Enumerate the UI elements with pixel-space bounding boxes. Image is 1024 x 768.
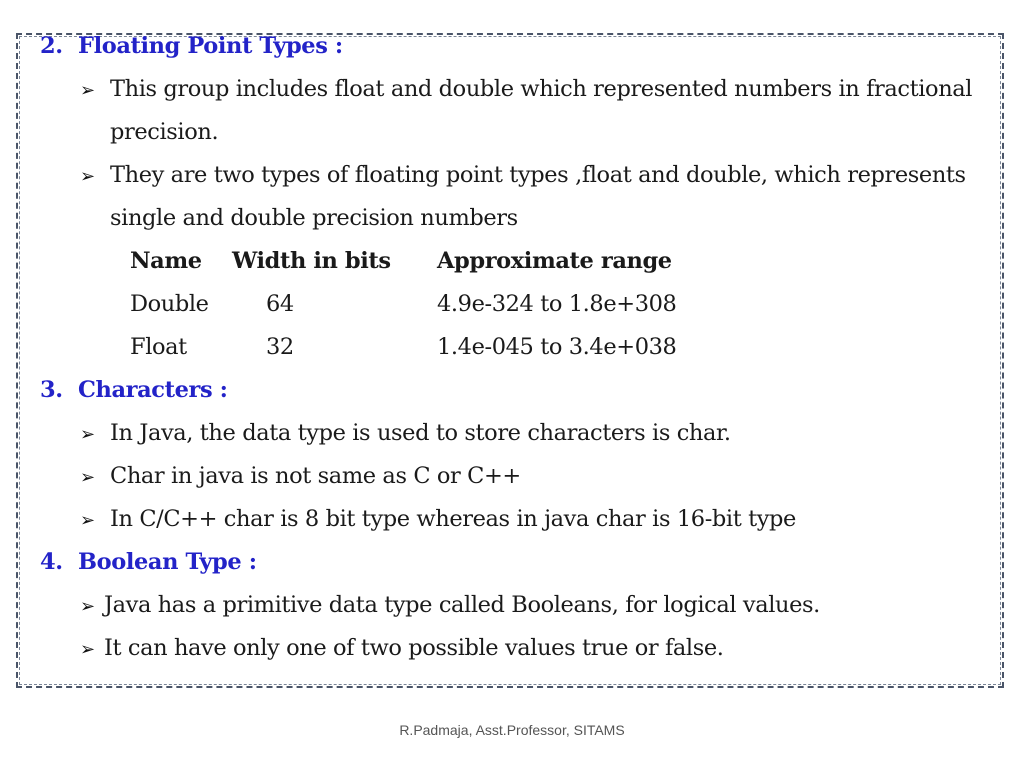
- bullet-text: They are two types of floating point types ,float and double, which represents: [110, 162, 966, 188]
- section-heading-floating: [40, 31, 343, 61]
- arrowhead-bullet-icon: ➢: [80, 80, 95, 101]
- table-cell: Float: [130, 334, 187, 360]
- bullet-item: [80, 633, 724, 665]
- section-heading-boolean: [40, 547, 257, 577]
- table-header-width: Width in bits: [232, 248, 391, 274]
- bullet-text: single and double precision numbers: [110, 205, 518, 231]
- bullet-text: In C/C++ char is 8 bit type whereas in java char is 16-bit type: [110, 506, 796, 532]
- table-cell: Double: [130, 291, 209, 317]
- bullet-text: It can have only one of two possible values true or false.: [104, 635, 724, 661]
- table-cell: 1.4e-045 to 3.4e+038: [437, 334, 677, 360]
- bullet-item: [80, 418, 731, 450]
- bullet-continuation: [110, 203, 518, 233]
- arrowhead-bullet-icon: ➢: [80, 596, 95, 617]
- bullet-item: [80, 461, 521, 493]
- arrowhead-bullet-icon: ➢: [80, 166, 95, 187]
- bullet-continuation: [110, 117, 218, 147]
- section-number: 2.: [40, 33, 63, 59]
- bullet-item: [80, 74, 972, 106]
- arrowhead-bullet-icon: ➢: [80, 467, 95, 488]
- bullet-text: Java has a primitive data type called Booleans, for logical values.: [104, 592, 820, 618]
- section-number: 3.: [40, 377, 63, 403]
- table-cell: 32: [266, 334, 294, 360]
- table-header-name: Name: [130, 248, 202, 274]
- bullet-text: In Java, the data type is used to store characters is char.: [110, 420, 731, 446]
- bullet-text: precision.: [110, 119, 219, 145]
- section-title: Floating Point Types :: [78, 33, 343, 59]
- section-number: 4.: [40, 549, 63, 575]
- bullet-item: [80, 160, 966, 192]
- section-heading-characters: [40, 375, 228, 405]
- arrowhead-bullet-icon: ➢: [80, 424, 95, 445]
- section-title: Characters :: [78, 377, 228, 403]
- bullet-item: [80, 590, 820, 622]
- table-cell: 4.9e-324 to 1.8e+308: [437, 291, 677, 317]
- bullet-item: [80, 504, 796, 536]
- section-title: Boolean Type :: [78, 549, 257, 575]
- slide-footer: R.Padmaja, Asst.Professor, SITAMS: [399, 722, 625, 738]
- bullet-text: This group includes float and double which represented numbers in fractional: [110, 76, 973, 102]
- table-cell: 64: [266, 291, 294, 317]
- arrowhead-bullet-icon: ➢: [80, 639, 95, 660]
- table-header-range: Approximate range: [437, 248, 672, 274]
- bullet-text: Char in java is not same as C or C++: [110, 463, 521, 489]
- arrowhead-bullet-icon: ➢: [80, 510, 95, 531]
